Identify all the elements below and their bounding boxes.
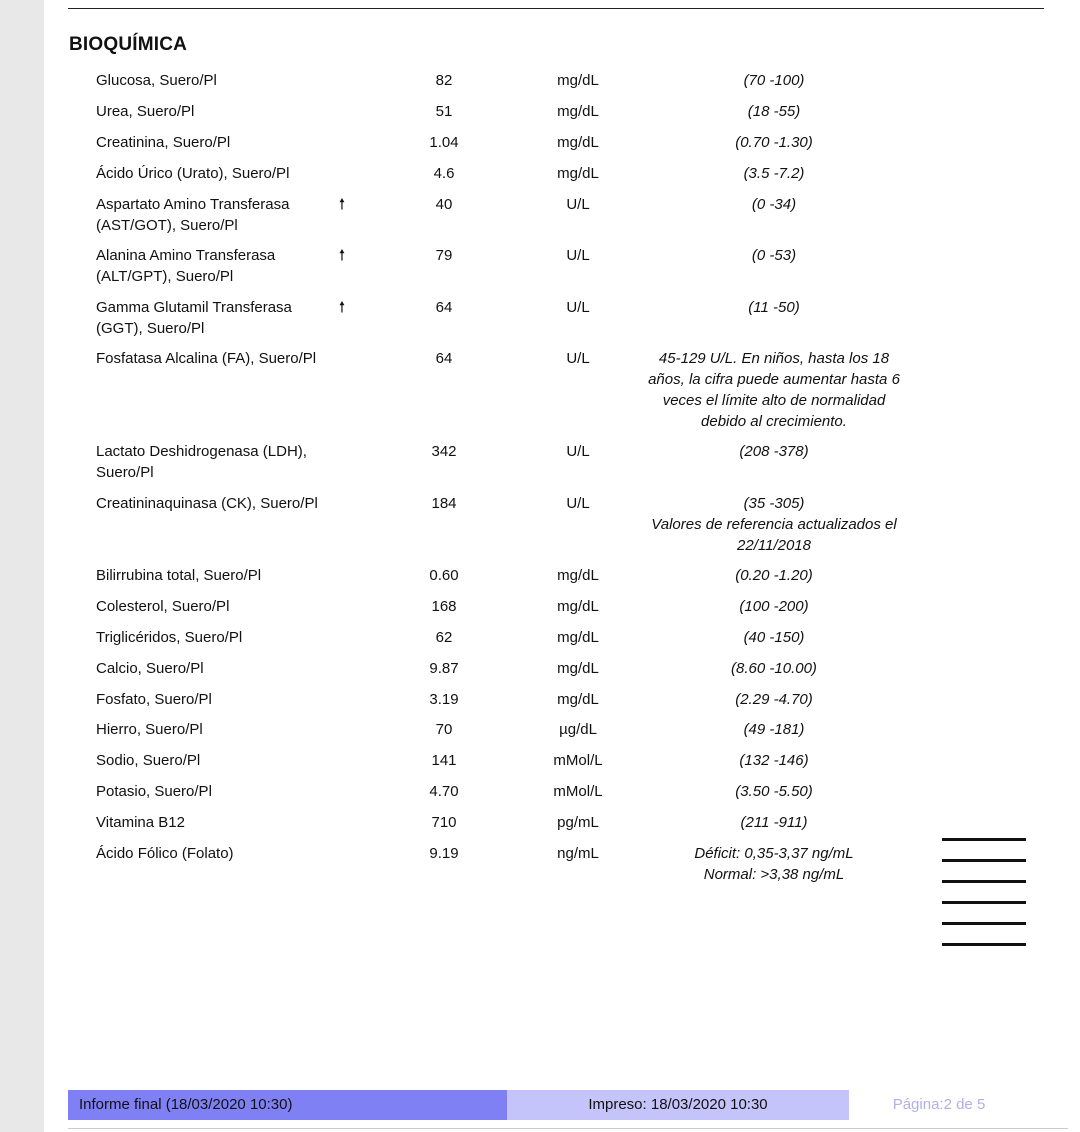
test-name-line: Lactato Deshidrogenasa (LDH),	[96, 443, 307, 460]
result-unit: mg/dL	[557, 691, 599, 708]
result-unit: U/L	[566, 196, 590, 213]
test-name	[96, 750, 336, 771]
final-report-label: Informe final (18/03/2020 10:30)	[68, 1090, 507, 1120]
reference-range-line: (0 -34)	[751, 196, 797, 213]
result-value: 141	[431, 752, 457, 769]
result-value: 3.19	[429, 691, 459, 708]
result-unit: U/L	[566, 495, 590, 512]
reference-range-line: Déficit: 0,35-3,37 ng/mL	[694, 845, 854, 862]
reference-range-line: veces el límite alto de normalidad	[662, 392, 886, 409]
result-value: 62	[435, 629, 453, 646]
result-unit: U/L	[566, 247, 590, 264]
result-unit: mg/dL	[557, 567, 599, 584]
page-number: Página:2 de 5	[892, 1096, 986, 1113]
result-unit: mg/dL	[557, 629, 599, 646]
reference-range-line: (3.5 -7.2)	[743, 165, 805, 182]
reference-range	[624, 493, 924, 556]
test-name	[96, 565, 336, 586]
test-name-line: Hierro, Suero/Pl	[96, 721, 203, 738]
result-unit: mg/dL	[557, 134, 599, 151]
reference-range-line: (132 -146)	[739, 752, 809, 769]
reference-range	[624, 719, 924, 740]
reference-range-line: (211 -911)	[740, 814, 808, 831]
reference-range-line: (0.70 -1.30)	[735, 134, 813, 151]
menu-icon[interactable]	[942, 838, 1026, 964]
test-name	[96, 132, 336, 153]
result-value: 9.87	[429, 660, 459, 677]
reference-range-line: (100 -200)	[739, 598, 809, 615]
reference-range-line: (8.60 -10.00)	[731, 660, 817, 677]
result-value: 710	[431, 814, 457, 831]
top-divider	[68, 8, 1044, 9]
test-name-line: Sodio, Suero/Pl	[96, 752, 201, 769]
test-name	[96, 627, 336, 648]
bottom-divider	[68, 1128, 1068, 1129]
report-page	[44, 0, 1080, 1132]
test-name-line: Triglicéridos, Suero/Pl	[96, 629, 243, 646]
reference-range	[624, 441, 924, 462]
reference-range-line: debido al crecimiento.	[701, 413, 847, 430]
test-name-line: Ácido Fólico (Folato)	[96, 845, 234, 862]
reference-range	[624, 750, 924, 771]
test-name	[96, 719, 336, 740]
result-unit: U/L	[566, 299, 590, 316]
test-name-line: Glucosa, Suero/Pl	[96, 72, 217, 89]
test-name-line: (ALT/GPT), Suero/Pl	[96, 268, 234, 285]
test-name	[96, 596, 336, 617]
test-name	[96, 70, 336, 91]
result-value: 4.6	[433, 165, 455, 182]
result-value: 342	[431, 443, 457, 460]
report-footer	[68, 1090, 1068, 1120]
reference-range-line: (11 -50)	[748, 299, 800, 316]
reference-range-line: 45-129 U/L. En niños, hasta los 18	[658, 350, 890, 367]
test-name-line: Fosfato, Suero/Pl	[96, 691, 212, 708]
reference-range	[624, 565, 924, 586]
result-unit: mMol/L	[553, 783, 603, 800]
test-name	[96, 245, 336, 287]
test-name-line: Colesterol, Suero/Pl	[96, 598, 230, 615]
test-name	[96, 658, 336, 679]
reference-range	[624, 812, 924, 833]
test-name-line: Fosfatasa Alcalina (FA), Suero/Pl	[96, 350, 317, 367]
printed-date-label: Impreso: 18/03/2020 10:30	[507, 1090, 849, 1120]
result-unit: ng/mL	[557, 845, 599, 862]
reference-range-line: (40 -150)	[743, 629, 805, 646]
reference-range-line: (3.50 -5.50)	[735, 783, 813, 800]
reference-range	[624, 163, 924, 184]
result-unit: U/L	[566, 443, 590, 460]
result-value: 184	[431, 495, 457, 512]
high-flag-icon: 🠕	[338, 196, 346, 213]
reference-range	[624, 596, 924, 617]
result-unit: µg/dL	[559, 721, 597, 738]
reference-range	[624, 297, 924, 318]
test-name-line: (AST/GOT), Suero/Pl	[96, 217, 238, 234]
reference-range-line: (70 -100)	[743, 72, 805, 89]
high-flag-icon: 🠕	[338, 299, 346, 316]
test-name	[96, 689, 336, 710]
section-title: BIOQUÍMICA	[69, 34, 188, 55]
test-name	[96, 781, 336, 802]
result-unit: mg/dL	[557, 598, 599, 615]
result-value: 1.04	[429, 134, 459, 151]
test-name-line: Bilirrubina total, Suero/Pl	[96, 567, 262, 584]
test-name-line: Suero/Pl	[96, 464, 154, 481]
test-name-line: Calcio, Suero/Pl	[96, 660, 204, 677]
reference-range-line: años, la cifra puede aumentar hasta 6	[648, 371, 900, 388]
result-value: 82	[435, 72, 453, 89]
test-name-line: Gamma Glutamil Transferasa	[96, 299, 292, 316]
test-name-line: Ácido Úrico (Urato), Suero/Pl	[96, 165, 290, 182]
reference-range	[624, 70, 924, 91]
result-unit: mg/dL	[557, 165, 599, 182]
test-name-line: Creatininaquinasa (CK), Suero/Pl	[96, 495, 318, 512]
test-name-line: Aspartato Amino Transferasa	[96, 196, 290, 213]
result-value: 9.19	[429, 845, 459, 862]
high-flag-icon: 🠕	[338, 247, 346, 264]
reference-range	[624, 245, 924, 266]
reference-range-line: Normal: >3,38 ng/mL	[703, 866, 845, 883]
result-unit: mg/dL	[557, 103, 599, 120]
reference-range	[624, 348, 924, 432]
test-name	[96, 297, 336, 339]
test-name	[96, 441, 336, 483]
result-unit: mg/dL	[557, 72, 599, 89]
reference-range	[624, 781, 924, 802]
reference-range	[624, 689, 924, 710]
test-name	[96, 101, 336, 122]
reference-range	[624, 658, 924, 679]
result-value: 70	[435, 721, 453, 738]
reference-range-line: (35 -305)	[743, 495, 805, 512]
reference-range-line: (0 -53)	[751, 247, 797, 264]
result-value: 51	[435, 103, 453, 120]
result-unit: pg/mL	[557, 814, 599, 831]
result-value: 64	[435, 299, 453, 316]
test-name-line: Creatinina, Suero/Pl	[96, 134, 231, 151]
result-value: 0.60	[429, 567, 459, 584]
test-name-line: (GGT), Suero/Pl	[96, 320, 205, 337]
reference-range	[624, 101, 924, 122]
test-name	[96, 812, 336, 833]
result-value: 40	[435, 196, 453, 213]
reference-range	[624, 194, 924, 215]
reference-range-line: (2.29 -4.70)	[735, 691, 813, 708]
test-name	[96, 493, 336, 514]
test-name	[96, 348, 336, 369]
result-unit: mg/dL	[557, 660, 599, 677]
reference-range-line: (49 -181)	[743, 721, 805, 738]
reference-range	[624, 843, 924, 885]
reference-range-line: (208 -378)	[739, 443, 809, 460]
result-value: 64	[435, 350, 453, 367]
reference-range-line: Valores de referencia actualizados el	[651, 516, 897, 533]
reference-range-line: 22/11/2018	[737, 537, 811, 554]
test-name-line: Urea, Suero/Pl	[96, 103, 195, 120]
result-value: 79	[435, 247, 453, 264]
result-value: 168	[431, 598, 457, 615]
reference-range-line: (18 -55)	[747, 103, 801, 120]
result-unit: U/L	[566, 350, 590, 367]
test-name-line: Alanina Amino Transferasa	[96, 247, 276, 264]
test-name	[96, 163, 336, 184]
reference-range	[624, 132, 924, 153]
reference-range	[624, 627, 924, 648]
test-name	[96, 843, 336, 864]
result-value: 4.70	[429, 783, 459, 800]
result-unit: mMol/L	[553, 752, 603, 769]
test-name-line: Vitamina B12	[96, 814, 185, 831]
test-name-line: Potasio, Suero/Pl	[96, 783, 212, 800]
reference-range-line: (0.20 -1.20)	[735, 567, 813, 584]
test-name	[96, 194, 336, 236]
